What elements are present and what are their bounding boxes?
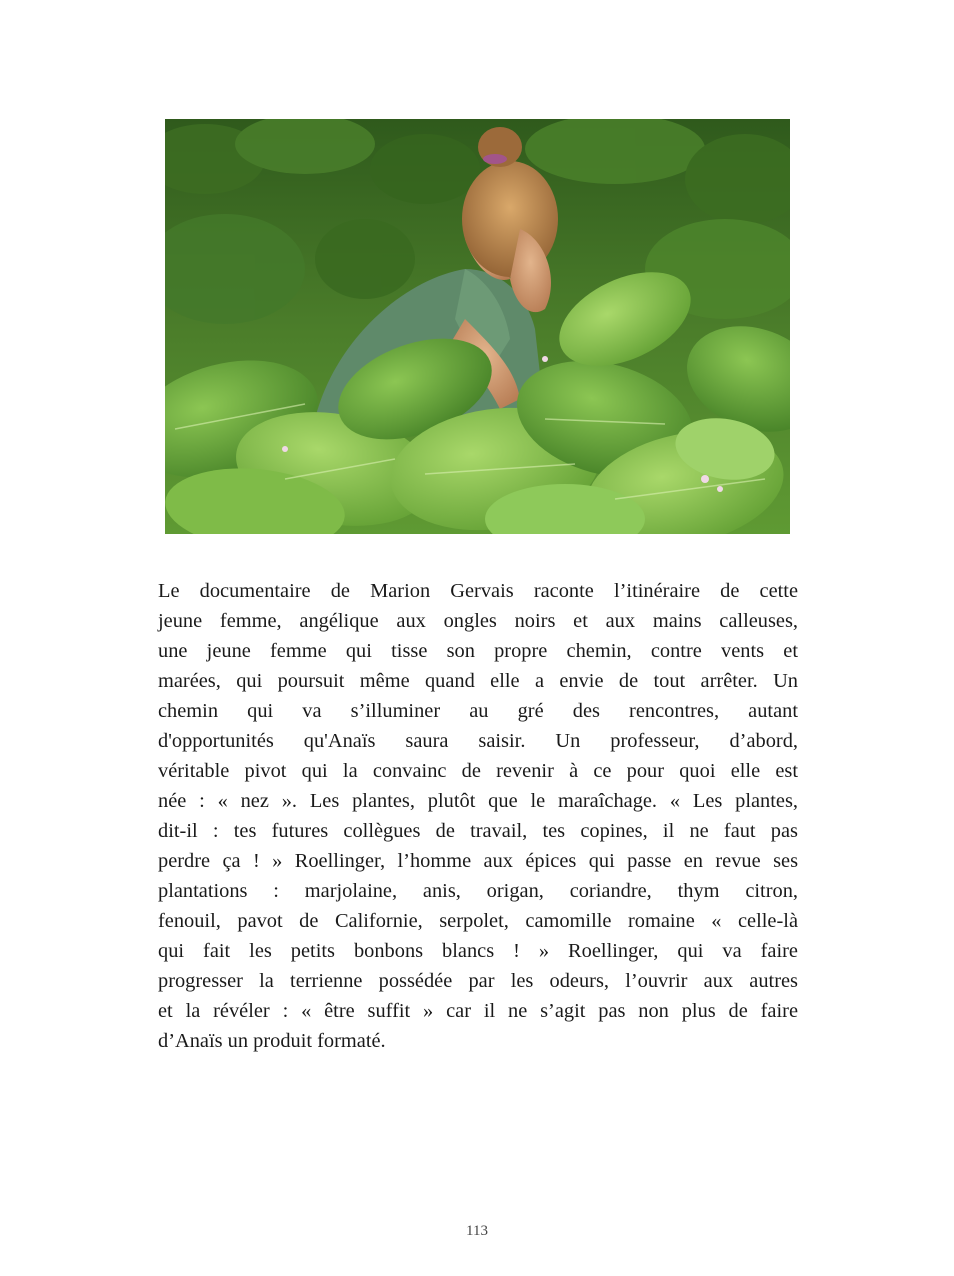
- paragraph-line: plantations : marjolaine, anis, origan, coriandre, thym citron,: [158, 880, 798, 902]
- body-paragraph: [158, 576, 798, 1056]
- paragraph-line: véritable pivot qui la convainc de revenir à ce pour quoi elle est: [158, 760, 798, 782]
- paragraph-line: et la révéler : « être suffit » car il ne s’agit pas non plus de faire: [158, 1000, 798, 1022]
- photo-illustration: [165, 119, 790, 534]
- paragraph-line: jeune femme, angélique aux ongles noirs et aux mains calleuses,: [158, 610, 798, 632]
- paragraph-line: chemin qui va s’illuminer au gré des rencontres, autant: [158, 700, 798, 722]
- paragraph-line: née : « nez ». Les plantes, plutôt que le maraîchage. « Les plantes,: [158, 790, 798, 812]
- paragraph-line: d'opportunités qu'Anaïs saura saisir. Un professeur, d’abord,: [158, 730, 798, 752]
- paragraph-line: une jeune femme qui tisse son propre chemin, contre vents et: [158, 640, 798, 662]
- paragraph-line: dit-il : tes futures collègues de travail, tes copines, il ne faut pas: [158, 820, 798, 842]
- paragraph-line: marées, qui poursuit même quand elle a envie de tout arrêter. Un: [158, 670, 798, 692]
- paragraph-line: fenouil, pavot de Californie, serpolet, camomille romaine « celle-là: [158, 910, 798, 932]
- paragraph-line: Le documentaire de Marion Gervais raconte l’itinéraire de cette: [158, 580, 798, 602]
- page-number: 113: [466, 1223, 488, 1239]
- paragraph-line-last: d’Anaïs un produit formaté.: [158, 1030, 386, 1052]
- paragraph-line: perdre ça ! » Roellinger, l’homme aux épices qui passe en revue ses: [158, 850, 798, 872]
- paragraph-line: progresser la terrienne possédée par les odeurs, l’ouvrir aux autres: [158, 970, 798, 992]
- paragraph-line: qui fait les petits bonbons blancs ! » Roellinger, qui va faire: [158, 940, 798, 962]
- photo-woman-in-bean-field: [165, 119, 790, 534]
